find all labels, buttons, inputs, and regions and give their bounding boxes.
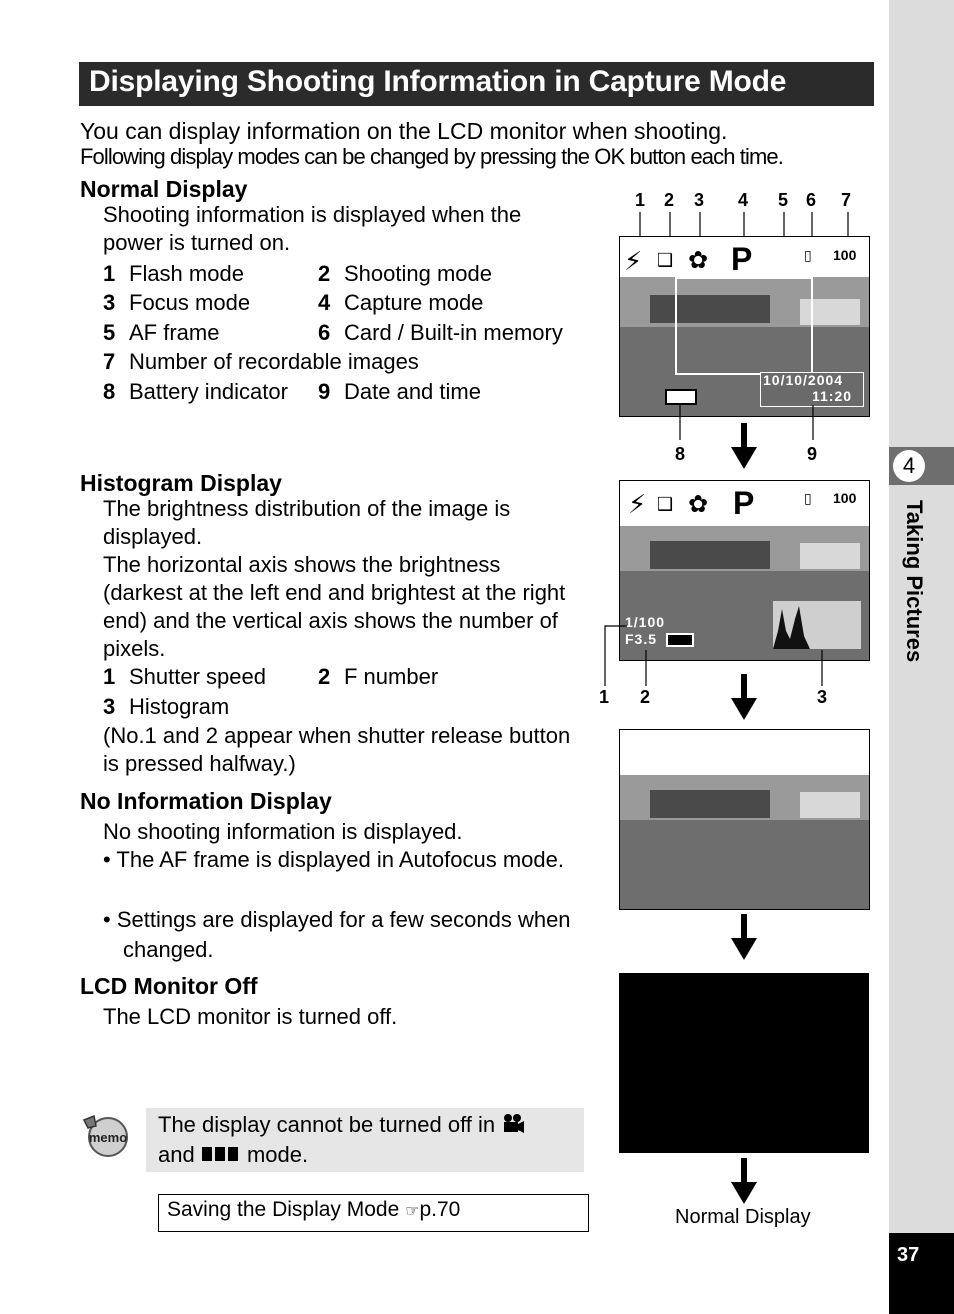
capture-mode-letter: P [733, 485, 755, 521]
no-info-heading: No Information Display [80, 788, 332, 814]
flash-mode-icon: ⚡ [624, 246, 643, 276]
date-display: 10/10/2004 [763, 372, 844, 388]
reference-text[interactable]: Saving the Display Mode ☞p.70 [167, 1198, 461, 1221]
down-arrow-icon [731, 1158, 757, 1206]
page-title: Displaying Shooting Information in Capture Mode [89, 65, 787, 98]
shooting-mode-icon: ❑ [657, 494, 674, 514]
normal-item: 4 Capture mode [318, 290, 484, 315]
callout-label: 1 [599, 687, 610, 707]
focus-mode-icon: ✿ [688, 247, 709, 274]
f-number: F3.5 [625, 631, 658, 647]
callout-label: 8 [675, 444, 686, 464]
callout-label: 7 [841, 190, 852, 210]
page-number: 37 [897, 1244, 920, 1266]
down-arrow-icon [731, 423, 757, 471]
lcd-screen-off [619, 973, 869, 1153]
intro-line-2: Following display modes can be changed by pressing the OK button each time. [80, 144, 783, 169]
time-display: 11:20 [812, 388, 853, 404]
recordable-count: 100 [833, 490, 857, 506]
cycle-label: Normal Display [675, 1206, 811, 1228]
panorama-mode-icon [201, 1144, 241, 1164]
callout-label: 1 [635, 190, 646, 210]
capture-mode-letter: P [731, 241, 753, 277]
no-info-description: No shooting information is displayed. [103, 819, 463, 844]
histogram-item: 1 Shutter speed [103, 664, 266, 689]
normal-display-heading: Normal Display [80, 176, 248, 202]
histogram-item: 3 Histogram [103, 694, 230, 719]
memo-icon-label: memo [88, 1130, 128, 1145]
focus-mode-icon: ✿ [688, 491, 709, 518]
callout-label: 3 [694, 190, 705, 210]
lcd-off-heading: LCD Monitor Off [80, 973, 258, 999]
normal-item: 1 Flash mode [103, 261, 244, 286]
shutter-speed: 1/100 [625, 614, 666, 630]
card-icon: ▯ [804, 490, 812, 506]
memo-text: The display cannot be turned off in and mode. [158, 1110, 578, 1170]
flash-mode-icon: ⚡ [628, 489, 647, 519]
callout-label: 5 [778, 190, 789, 210]
lcd-off-description: The LCD monitor is turned off. [103, 1004, 398, 1029]
title-bar [79, 62, 874, 106]
normal-item: 2 Shooting mode [318, 261, 492, 286]
normal-item: 6 Card / Built-in memory [318, 320, 563, 345]
memo-icon [80, 1114, 132, 1158]
histogram-description-1: The brightness distribution of the image is displayed. [103, 496, 511, 549]
card-icon: ▯ [804, 247, 812, 263]
histogram-item: 2 F number [318, 664, 439, 689]
chapter-number: 4 [893, 450, 925, 482]
normal-item: 9 Date and time [318, 379, 481, 404]
intro-line-1: You can display information on the LCD monitor when shooting. [80, 118, 728, 144]
callout-label: 4 [738, 190, 749, 210]
normal-item: 5 AF frame [103, 320, 220, 345]
callout-label: 2 [640, 687, 651, 707]
lcd-screen-no-info [619, 729, 870, 910]
normal-item: 3 Focus mode [103, 290, 251, 315]
normal-item: 8 Battery indicator [103, 379, 288, 404]
pointing-hand-icon: ☞ [405, 1203, 420, 1220]
battery-icon [665, 389, 697, 405]
callout-label: 9 [807, 444, 818, 464]
callout-label: 3 [817, 687, 828, 707]
shooting-mode-icon: ❑ [657, 250, 674, 270]
recordable-count: 100 [833, 247, 857, 263]
down-arrow-icon [731, 914, 757, 962]
normal-item: 7 Number of recordable images [103, 349, 419, 374]
normal-display-description: Shooting information is displayed when the power is turned on. [103, 202, 522, 255]
histogram-display-heading: Histogram Display [80, 470, 282, 496]
histogram-note: (No.1 and 2 appear when shutter release button is pressed halfway.) [103, 723, 571, 776]
chapter-title: Taking Pictures [902, 500, 927, 663]
histogram-description-2: The horizontal axis shows the brightness (darkest at the left end and brightest at the right end) and the vertical axis shows the number of pixels. [103, 552, 566, 661]
no-info-bullet: • Settings are displayed for a few seconds when changed. [103, 907, 571, 962]
callout-label: 6 [806, 190, 817, 210]
callout-lines-histogram [590, 620, 840, 690]
no-info-bullet: • The AF frame is displayed in Autofocus mode. [103, 847, 564, 872]
callout-label: 2 [664, 190, 675, 210]
movie-mode-icon [501, 1113, 525, 1135]
